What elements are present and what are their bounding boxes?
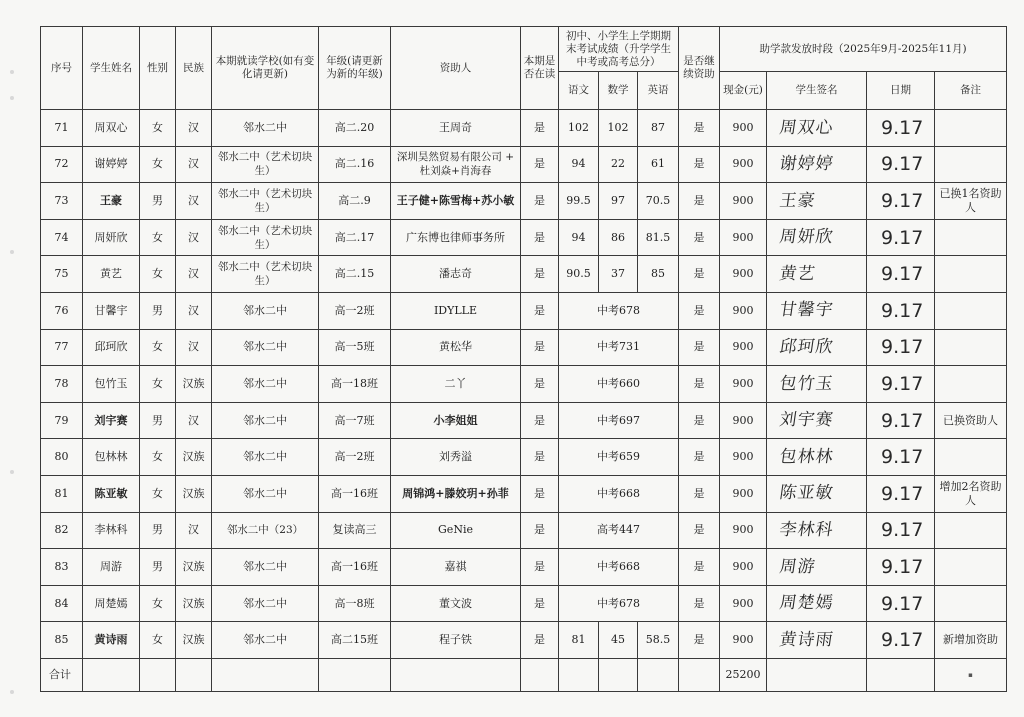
remark <box>935 585 1007 622</box>
table-header <box>41 27 1007 110</box>
row-no: 80 <box>41 439 83 476</box>
table-row <box>41 329 1007 366</box>
sponsor: 二丫 <box>391 366 521 403</box>
row-no: 85 <box>41 622 83 659</box>
student-name: 甘馨宇 <box>83 292 140 329</box>
score-chinese: 94 <box>559 219 599 256</box>
continue-sponsorship: 是 <box>679 329 720 366</box>
enrolled: 是 <box>521 110 559 147</box>
score-math: 22 <box>599 146 638 183</box>
remark: 已换资助人 <box>935 402 1007 439</box>
student-name: 陈亚敏 <box>83 475 140 512</box>
cash-amount: 900 <box>720 622 767 659</box>
ethnicity: 汉族 <box>176 585 212 622</box>
score-chinese: 102 <box>559 110 599 147</box>
row-no: 71 <box>41 110 83 147</box>
row-no: 74 <box>41 219 83 256</box>
enrolled: 是 <box>521 549 559 586</box>
header-signature: 学生签名 <box>767 72 867 110</box>
grade: 高一7班 <box>319 402 391 439</box>
gender: 男 <box>140 549 176 586</box>
school: 邻水二中（艺术切块生） <box>212 256 319 293</box>
score-math: 45 <box>599 622 638 659</box>
gender: 女 <box>140 622 176 659</box>
score-chinese: 94 <box>559 146 599 183</box>
school: 邻水二中（艺术切块生） <box>212 219 319 256</box>
cash-amount: 900 <box>720 183 767 220</box>
sponsor: 王周奇 <box>391 110 521 147</box>
sign-date: 9.17 <box>867 549 935 586</box>
table-row <box>41 366 1007 403</box>
ethnicity: 汉 <box>176 146 212 183</box>
header-gender: 性别 <box>140 27 176 110</box>
continue-sponsorship: 是 <box>679 512 720 549</box>
header-period: 助学款发放时段（2025年9月-2025年11月) <box>720 27 1007 72</box>
continue-sponsorship: 是 <box>679 256 720 293</box>
cash-amount: 900 <box>720 110 767 147</box>
continue-sponsorship: 是 <box>679 585 720 622</box>
grade: 高二15班 <box>319 622 391 659</box>
table-row <box>41 183 1007 220</box>
header-school: 本期就读学校(如有变化请更新) <box>212 27 319 110</box>
grade: 高一18班 <box>319 366 391 403</box>
header-sponsor: 资助人 <box>391 27 521 110</box>
header-ethnicity: 民族 <box>176 27 212 110</box>
enrolled: 是 <box>521 585 559 622</box>
continue-sponsorship: 是 <box>679 549 720 586</box>
row-no: 73 <box>41 183 83 220</box>
ethnicity: 汉族 <box>176 622 212 659</box>
ethnicity: 汉族 <box>176 549 212 586</box>
exam-score: 中考660 <box>559 366 679 403</box>
student-name: 周妍欣 <box>83 219 140 256</box>
exam-score: 中考659 <box>559 439 679 476</box>
grade: 复读高三 <box>319 512 391 549</box>
enrolled: 是 <box>521 183 559 220</box>
student-name: 黄艺 <box>83 256 140 293</box>
score-english: 81.5 <box>638 219 679 256</box>
sponsor: 黄松华 <box>391 329 521 366</box>
table-row <box>41 256 1007 293</box>
row-no: 82 <box>41 512 83 549</box>
remark <box>935 292 1007 329</box>
gender: 女 <box>140 439 176 476</box>
gender: 女 <box>140 146 176 183</box>
cash-amount: 900 <box>720 402 767 439</box>
ethnicity: 汉 <box>176 219 212 256</box>
ethnicity: 汉 <box>176 329 212 366</box>
remark: 已换1名资助人 <box>935 183 1007 220</box>
table-row <box>41 110 1007 147</box>
student-name: 周楚嫣 <box>83 585 140 622</box>
row-no: 77 <box>41 329 83 366</box>
sponsor: 嘉祺 <box>391 549 521 586</box>
school: 邻水二中 <box>212 292 319 329</box>
grade: 高一8班 <box>319 585 391 622</box>
enrolled: 是 <box>521 329 559 366</box>
student-signature: 王豪 <box>764 183 869 220</box>
student-signature: 黄诗雨 <box>764 622 869 659</box>
score-chinese: 81 <box>559 622 599 659</box>
header-scores: 初中、小学生上学期期末考试成绩（升学学生中考或高考总分） <box>559 27 679 72</box>
enrolled: 是 <box>521 475 559 512</box>
student-name: 周游 <box>83 549 140 586</box>
sign-date: 9.17 <box>867 329 935 366</box>
gender: 男 <box>140 292 176 329</box>
remark <box>935 219 1007 256</box>
sponsor: 周锦鸿+滕姣玥+孙菲 <box>391 475 521 512</box>
row-no: 84 <box>41 585 83 622</box>
score-english: 85 <box>638 256 679 293</box>
student-signature: 谢婷婷 <box>764 146 869 183</box>
sign-date: 9.17 <box>867 256 935 293</box>
enrolled: 是 <box>521 622 559 659</box>
exam-score: 中考731 <box>559 329 679 366</box>
school: 邻水二中 <box>212 549 319 586</box>
grade: 高一5班 <box>319 329 391 366</box>
student-signature: 周妍欣 <box>764 219 869 256</box>
gender: 女 <box>140 585 176 622</box>
sponsor: IDYLLE <box>391 292 521 329</box>
cash-amount: 900 <box>720 219 767 256</box>
table-row <box>41 219 1007 256</box>
exam-score: 中考678 <box>559 292 679 329</box>
student-signature: 周楚嫣 <box>764 585 869 622</box>
row-no: 76 <box>41 292 83 329</box>
continue-sponsorship: 是 <box>679 110 720 147</box>
student-name: 包竹玉 <box>83 366 140 403</box>
ethnicity: 汉 <box>176 292 212 329</box>
exam-score: 中考697 <box>559 402 679 439</box>
cash-amount: 900 <box>720 256 767 293</box>
sign-date: 9.17 <box>867 402 935 439</box>
enrolled: 是 <box>521 366 559 403</box>
student-name: 李林科 <box>83 512 140 549</box>
cash-amount: 900 <box>720 366 767 403</box>
row-no: 79 <box>41 402 83 439</box>
sign-date: 9.17 <box>867 110 935 147</box>
score-math: 86 <box>599 219 638 256</box>
score-chinese: 90.5 <box>559 256 599 293</box>
gender: 女 <box>140 110 176 147</box>
sponsor: GeNie <box>391 512 521 549</box>
remark <box>935 366 1007 403</box>
gender: 男 <box>140 183 176 220</box>
sponsor: 刘秀溢 <box>391 439 521 476</box>
ethnicity: 汉 <box>176 512 212 549</box>
remark <box>935 512 1007 549</box>
student-signature: 周双心 <box>764 110 869 147</box>
row-no: 72 <box>41 146 83 183</box>
ethnicity: 汉 <box>176 256 212 293</box>
school: 邻水二中 <box>212 329 319 366</box>
grade: 高一2班 <box>319 292 391 329</box>
exam-score: 中考678 <box>559 585 679 622</box>
sign-date: 9.17 <box>867 146 935 183</box>
header-enrolled: 本期是否在读 <box>521 27 559 110</box>
score-english: 61 <box>638 146 679 183</box>
cash-amount: 900 <box>720 439 767 476</box>
enrolled: 是 <box>521 292 559 329</box>
exam-score: 中考668 <box>559 475 679 512</box>
score-math: 102 <box>599 110 638 147</box>
header-name: 学生姓名 <box>83 27 140 110</box>
grade: 高二.16 <box>319 146 391 183</box>
student-signature: 包竹玉 <box>764 366 869 403</box>
student-signature: 甘馨宇 <box>764 292 869 329</box>
school: 邻水二中 <box>212 402 319 439</box>
student-signature: 黄艺 <box>764 256 869 293</box>
enrolled: 是 <box>521 402 559 439</box>
table-row <box>41 622 1007 659</box>
continue-sponsorship: 是 <box>679 622 720 659</box>
total-row <box>41 658 1007 691</box>
header-no: 序号 <box>41 27 83 110</box>
cash-amount: 900 <box>720 512 767 549</box>
grade: 高二.17 <box>319 219 391 256</box>
table-body <box>41 110 1007 659</box>
student-signature: 刘宇赛 <box>764 402 869 439</box>
school: 邻水二中 <box>212 366 319 403</box>
remark <box>935 439 1007 476</box>
student-signature: 邱珂欣 <box>764 329 869 366</box>
gender: 女 <box>140 256 176 293</box>
table-row <box>41 549 1007 586</box>
student-name: 包林林 <box>83 439 140 476</box>
sign-date: 9.17 <box>867 585 935 622</box>
header-math: 数学 <box>599 72 638 110</box>
student-signature: 陈亚敏 <box>764 475 869 512</box>
header-grade: 年级(请更新为新的年级) <box>319 27 391 110</box>
sponsor: 董文波 <box>391 585 521 622</box>
sign-date: 9.17 <box>867 183 935 220</box>
score-math: 37 <box>599 256 638 293</box>
sponsor: 深圳昊然贸易有限公司 + 杜刘焱+肖海春 <box>391 146 521 183</box>
school: 邻水二中（艺术切块生） <box>212 183 319 220</box>
table-row <box>41 585 1007 622</box>
student-name: 刘宇赛 <box>83 402 140 439</box>
school: 邻水二中 <box>212 110 319 147</box>
continue-sponsorship: 是 <box>679 475 720 512</box>
school: 邻水二中 <box>212 439 319 476</box>
grade: 高一16班 <box>319 475 391 512</box>
ethnicity: 汉族 <box>176 439 212 476</box>
grade: 高一2班 <box>319 439 391 476</box>
student-signature: 包林林 <box>764 439 869 476</box>
sign-date: 9.17 <box>867 475 935 512</box>
student-name: 黄诗雨 <box>83 622 140 659</box>
school: 邻水二中 <box>212 622 319 659</box>
student-signature: 周游 <box>764 549 869 586</box>
grade: 高二.15 <box>319 256 391 293</box>
sign-date: 9.17 <box>867 219 935 256</box>
grade: 高二.9 <box>319 183 391 220</box>
sponsor: 潘志奇 <box>391 256 521 293</box>
ethnicity: 汉 <box>176 183 212 220</box>
continue-sponsorship: 是 <box>679 183 720 220</box>
header-cash: 现金(元) <box>720 72 767 110</box>
score-english: 70.5 <box>638 183 679 220</box>
sponsor: 王子健+陈雪梅+苏小敏 <box>391 183 521 220</box>
school: 邻水二中（艺术切块生） <box>212 146 319 183</box>
score-english: 87 <box>638 110 679 147</box>
continue-sponsorship: 是 <box>679 219 720 256</box>
enrolled: 是 <box>521 219 559 256</box>
gender: 女 <box>140 219 176 256</box>
school: 邻水二中（23） <box>212 512 319 549</box>
continue-sponsorship: 是 <box>679 366 720 403</box>
sign-date: 9.17 <box>867 622 935 659</box>
remark <box>935 329 1007 366</box>
gender: 女 <box>140 366 176 403</box>
student-name: 谢婷婷 <box>83 146 140 183</box>
sponsor: 程子铁 <box>391 622 521 659</box>
cash-amount: 900 <box>720 585 767 622</box>
remark <box>935 110 1007 147</box>
score-math: 97 <box>599 183 638 220</box>
enrolled: 是 <box>521 512 559 549</box>
school: 邻水二中 <box>212 585 319 622</box>
score-english: 58.5 <box>638 622 679 659</box>
student-signature: 李林科 <box>764 512 869 549</box>
sign-date: 9.17 <box>867 439 935 476</box>
ethnicity: 汉 <box>176 110 212 147</box>
gender: 男 <box>140 402 176 439</box>
table-row <box>41 146 1007 183</box>
total-label: 合计 <box>41 658 83 691</box>
exam-score: 中考668 <box>559 549 679 586</box>
student-name: 邱珂欣 <box>83 329 140 366</box>
row-no: 75 <box>41 256 83 293</box>
table-row <box>41 512 1007 549</box>
exam-score: 高考447 <box>559 512 679 549</box>
table-row <box>41 439 1007 476</box>
remark <box>935 146 1007 183</box>
cash-amount: 900 <box>720 329 767 366</box>
sign-date: 9.17 <box>867 366 935 403</box>
school: 邻水二中 <box>212 475 319 512</box>
cash-amount: 900 <box>720 292 767 329</box>
enrolled: 是 <box>521 439 559 476</box>
total-cash: 25200 <box>720 658 767 691</box>
sign-date: 9.17 <box>867 292 935 329</box>
cash-amount: 900 <box>720 549 767 586</box>
score-chinese: 99.5 <box>559 183 599 220</box>
remark <box>935 549 1007 586</box>
remark <box>935 256 1007 293</box>
header-chinese: 语文 <box>559 72 599 110</box>
student-name: 周双心 <box>83 110 140 147</box>
table-row <box>41 402 1007 439</box>
ethnicity: 汉族 <box>176 366 212 403</box>
remark: 增加2名资助人 <box>935 475 1007 512</box>
row-no: 81 <box>41 475 83 512</box>
ethnicity: 汉族 <box>176 475 212 512</box>
row-no: 78 <box>41 366 83 403</box>
header-remark: 备注 <box>935 72 1007 110</box>
continue-sponsorship: 是 <box>679 439 720 476</box>
sign-date: 9.17 <box>867 512 935 549</box>
remark: 新增加资助 <box>935 622 1007 659</box>
table-row <box>41 475 1007 512</box>
gender: 女 <box>140 329 176 366</box>
header-date: 日期 <box>867 72 935 110</box>
sponsor: 小李姐姐 <box>391 402 521 439</box>
ethnicity: 汉 <box>176 402 212 439</box>
grade: 高一16班 <box>319 549 391 586</box>
row-no: 83 <box>41 549 83 586</box>
gender: 男 <box>140 512 176 549</box>
sponsorship-table <box>40 26 1007 692</box>
cash-amount: 900 <box>720 146 767 183</box>
sponsor: 广东博也律师事务所 <box>391 219 521 256</box>
table-row <box>41 292 1007 329</box>
enrolled: 是 <box>521 256 559 293</box>
student-name: 王豪 <box>83 183 140 220</box>
header-english: 英语 <box>638 72 679 110</box>
gender: 女 <box>140 475 176 512</box>
continue-sponsorship: 是 <box>679 402 720 439</box>
total-remark: ▪ <box>935 658 1007 691</box>
enrolled: 是 <box>521 146 559 183</box>
continue-sponsorship: 是 <box>679 146 720 183</box>
cash-amount: 900 <box>720 475 767 512</box>
header-continue: 是否继续资助 <box>679 27 720 110</box>
continue-sponsorship: 是 <box>679 292 720 329</box>
grade: 高二.20 <box>319 110 391 147</box>
